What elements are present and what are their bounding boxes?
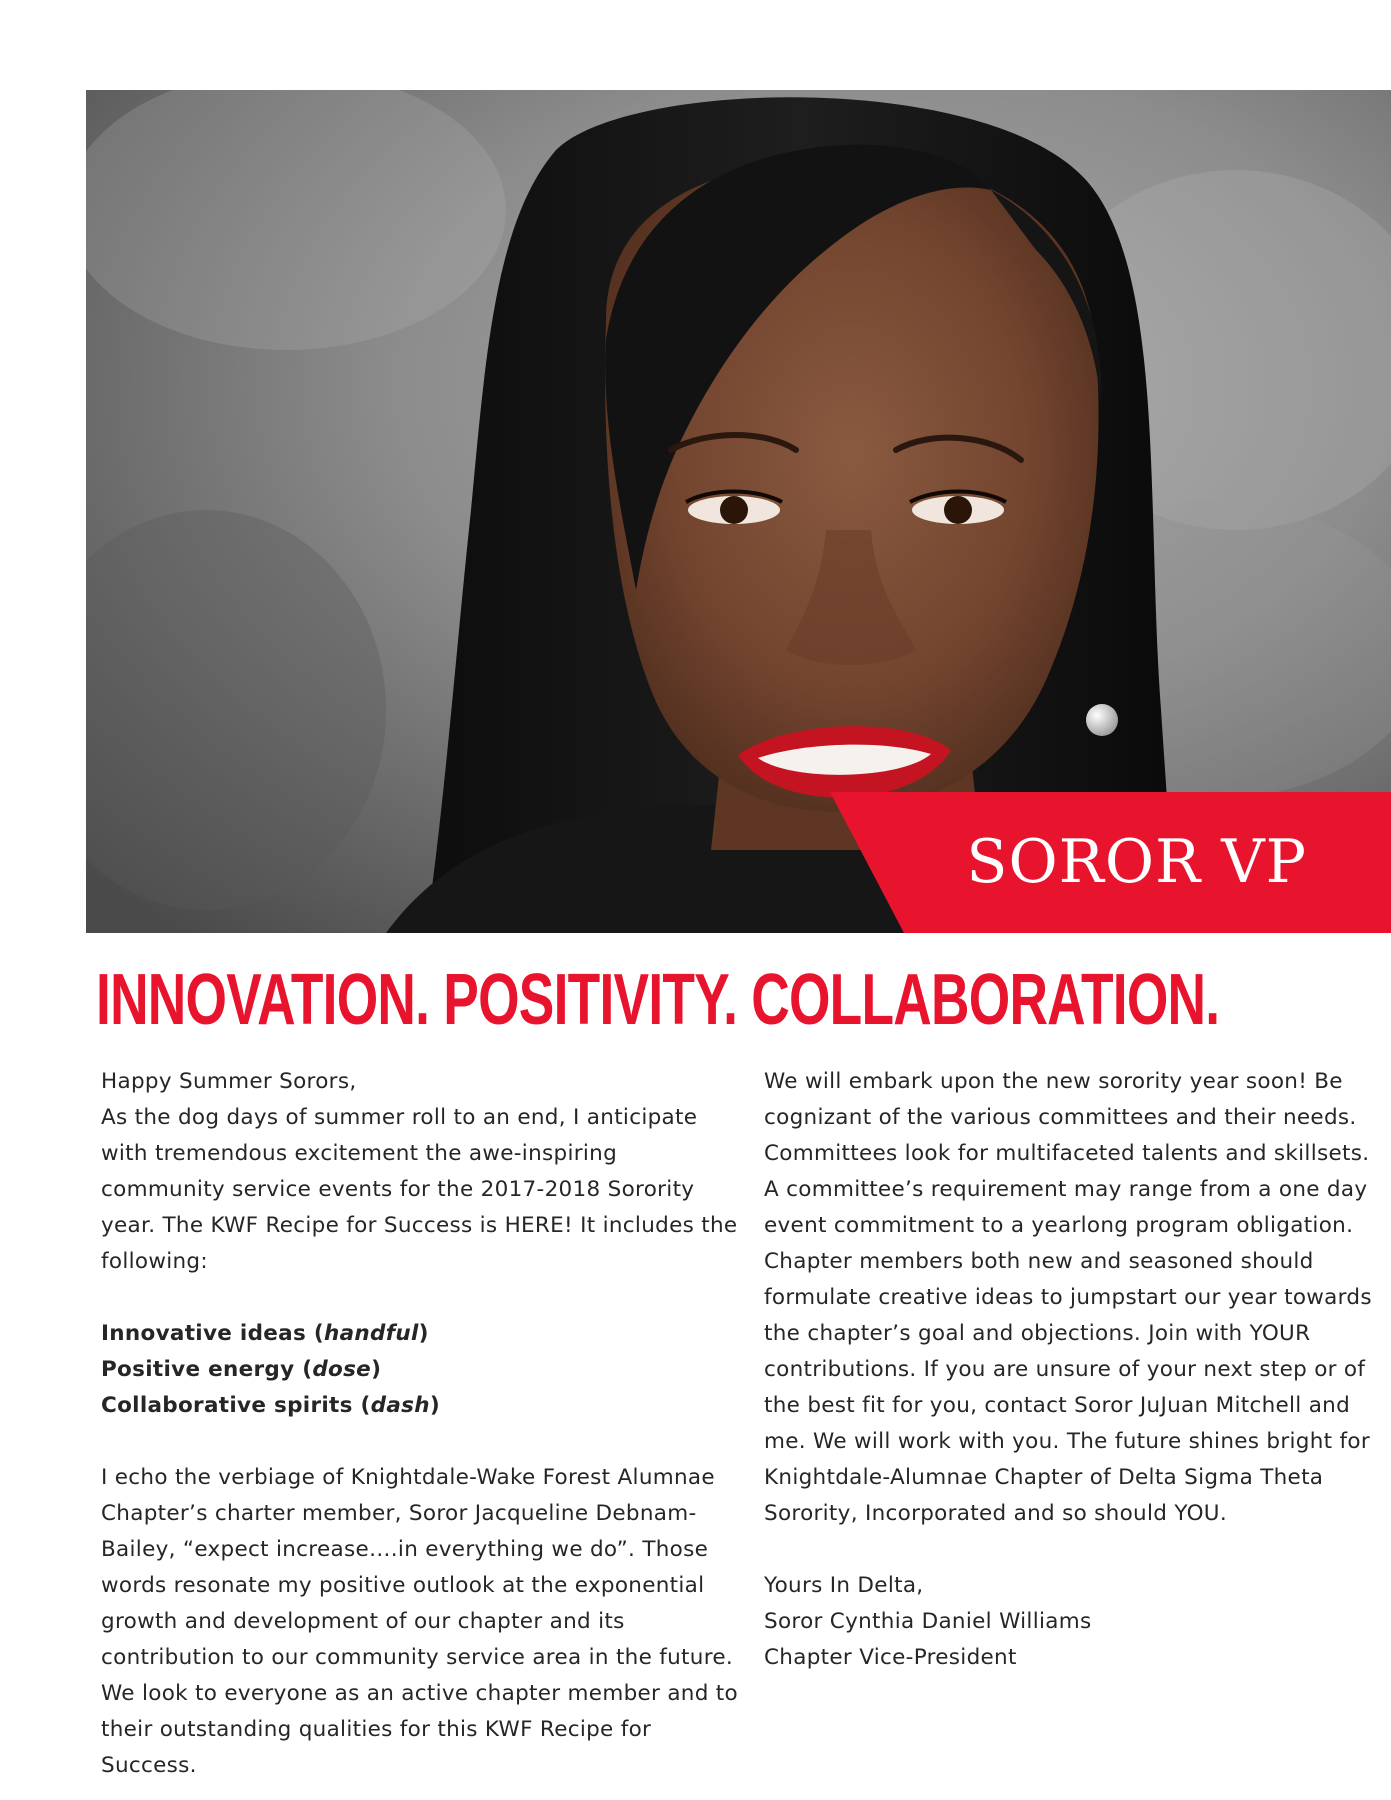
- signoff: Yours In Delta,: [764, 1573, 924, 1598]
- ingredient-amount: dash: [370, 1393, 430, 1418]
- role-banner: [830, 792, 1391, 933]
- ingredient-item: Positive energy (dose): [101, 1357, 382, 1382]
- spacer: [101, 1280, 741, 1316]
- ingredient-name: Collaborative spirits: [101, 1393, 353, 1418]
- ingredient-amount: handful: [324, 1321, 419, 1346]
- ingredient-name: Innovative ideas: [101, 1321, 307, 1346]
- signer-name: Soror Cynthia Daniel Williams: [764, 1609, 1092, 1634]
- right-column: [764, 1064, 1389, 1676]
- greeting: Happy Summer Sorors,: [101, 1069, 357, 1094]
- ingredient-name: Positive energy: [101, 1357, 295, 1382]
- left-column: [101, 1064, 741, 1784]
- ingredient-item: Collaborative spirits (dash): [101, 1393, 440, 1418]
- ingredient-amount: dose: [312, 1357, 372, 1382]
- ingredient-item: Innovative ideas (handful): [101, 1321, 429, 1346]
- closing-paragraph: I echo the verbiage of Knightdale-Wake Forest Alumnae Chapter’s charter member, Soror Jacqueline Debnam-Bailey, “expect increase….in everything we do”. Those words resonate my positive outlook at the exponential growth and development of our chapter and its contribution to our community service area in the future. We look to everyone as an active chapter member and to their outstanding qualities for this KWF Recipe for Success.: [101, 1465, 738, 1778]
- headline: INNOVATION. POSITIVITY. COLLABORATION.: [96, 960, 1220, 1040]
- role-label: SOROR VP: [966, 827, 1307, 897]
- signer-title: Chapter Vice-President: [764, 1645, 1017, 1670]
- spacer: [764, 1532, 1389, 1568]
- intro-paragraph: As the dog days of summer roll to an end, I anticipate with tremendous excitement the awe-inspiring community service events for the 2017-2018 Sorority year. The KWF Recipe for Success is HERE! It includes the following:: [101, 1105, 738, 1274]
- body-paragraph: We will embark upon the new sorority year soon! Be cognizant of the various committees and their needs. Committees look for multifaceted talents and skillsets. A committee’s requirement may range from a one day event commitment to a yearlong program obligation. Chapter members both new and seasoned should formulate creative ideas to jumpstart our year towards the chapter’s goal and objections. Join with YOUR contributions. If you are unsure of your next step or of the best fit for you, contact Soror JuJuan Mitchell and me. We will work with you. The future shines bright for Knightdale-Alumnae Chapter of Delta Sigma Theta Sorority, Incorporated and so should YOU.: [764, 1069, 1372, 1526]
- spacer: [101, 1424, 741, 1460]
- portrait-photo: [86, 90, 1391, 933]
